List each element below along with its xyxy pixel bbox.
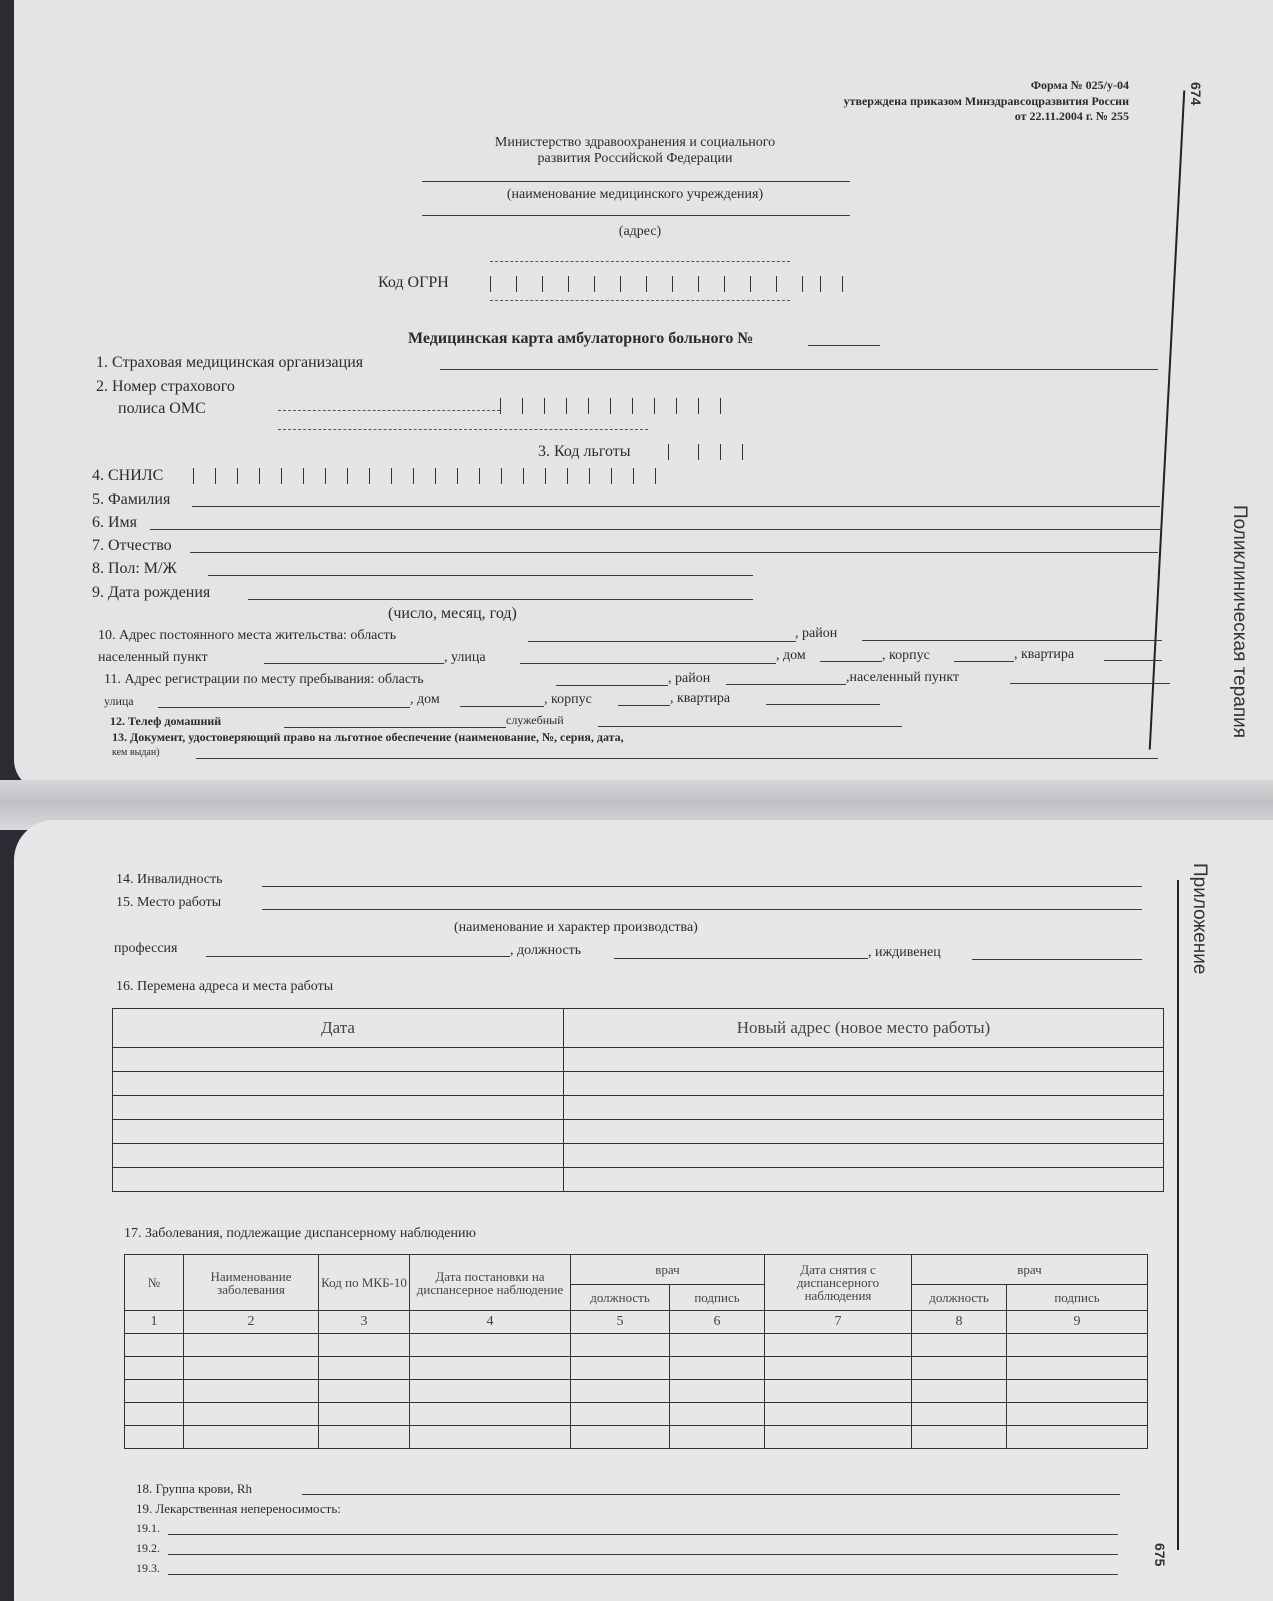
section-17-title: 17. Заболевания, подлежащие диспансерному наблюдению [124, 1226, 476, 1241]
field-intolerance-2-line[interactable] [168, 1554, 1118, 1555]
policy-series-dash[interactable] [278, 410, 500, 411]
institution-line [422, 181, 850, 182]
table-row[interactable] [125, 1357, 1148, 1380]
col-number: 7 [765, 1311, 912, 1334]
field-phone-home-line[interactable] [284, 727, 506, 728]
workplace-caption: (наименование и характер производства) [454, 920, 698, 935]
table-row[interactable] [113, 1048, 1164, 1072]
field-sex-line[interactable] [208, 575, 753, 576]
field-insurer-line[interactable] [440, 369, 1158, 370]
table-row[interactable] [125, 1403, 1148, 1426]
field-reg-locality-line[interactable] [1010, 683, 1170, 684]
table-row[interactable] [113, 1120, 1164, 1144]
field-birthdate-label: 9. Дата рождения [92, 584, 211, 601]
field-birthdate-line[interactable] [248, 599, 753, 600]
section-tab-bottom: Приложение [1189, 863, 1210, 975]
field-benefit-code-label: 3. Код льготы [538, 443, 631, 460]
field-reg-street-line[interactable] [158, 707, 410, 708]
field-house-line[interactable] [820, 661, 882, 662]
table-row[interactable] [113, 1096, 1164, 1120]
table-row[interactable] [125, 1426, 1148, 1449]
ogrn-top-dash [490, 261, 790, 262]
field-patronymic-line[interactable] [190, 552, 1158, 553]
approved-by: утверждена приказом Минздравсоцразвития России [843, 94, 1129, 108]
field-reg-locality-label: ,населенный пункт [846, 670, 960, 685]
col-no: № [125, 1255, 184, 1311]
field-street-label: , улица [444, 650, 486, 665]
field-blood-group-label: 18. Группа крови, Rh [136, 1481, 253, 1496]
field-address-district-line[interactable] [862, 640, 1162, 641]
field-reg-apartment-label: , квартира [670, 691, 731, 706]
field-reg-building-label: , корпус [544, 692, 592, 707]
side-rule-bottom [1177, 880, 1179, 1550]
col-date-set: Дата постановки на диспансерное наблюдение [410, 1255, 571, 1311]
field-disability-label: 14. Инвалидность [116, 872, 223, 887]
column-number-row [125, 1311, 1148, 1334]
page-number-bottom: 675 [1152, 1543, 1168, 1567]
field-profession-label: профессия [114, 941, 178, 956]
field-reg-district-line[interactable] [726, 684, 846, 685]
col-date: Дата [113, 1009, 564, 1048]
field-workplace-line[interactable] [262, 909, 1142, 910]
col-doctor-2: врач [912, 1255, 1148, 1285]
address-caption: (адрес) [618, 224, 662, 239]
field-phone-work-label: служебный [506, 713, 564, 727]
policy-bottom-dash [278, 429, 648, 430]
col-icd-code: Код по МКБ-10 [319, 1255, 410, 1311]
field-locality-line[interactable] [264, 663, 444, 664]
field-reg-apartment-line[interactable] [766, 704, 880, 705]
approved-date: от 22.11.2004 г. № 255 [1014, 109, 1129, 123]
field-workplace-label: 15. Место работы [116, 895, 222, 910]
field-reg-building-line[interactable] [618, 705, 670, 706]
col-number: 2 [184, 1311, 319, 1334]
field-intolerance-3-line[interactable] [168, 1574, 1118, 1575]
birthdate-caption: (число, месяц, год) [388, 605, 517, 622]
field-profession-line[interactable] [206, 956, 510, 957]
field-reg-region-label: 11. Адрес регистрации по месту пребывания: область [104, 672, 424, 687]
field-snils-label: 4. СНИЛС [92, 467, 164, 484]
field-street-line[interactable] [520, 663, 776, 664]
table-row[interactable] [113, 1072, 1164, 1096]
field-blood-group-line[interactable] [302, 1494, 1120, 1495]
col-number: 3 [319, 1311, 410, 1334]
col-date-removed: Дата снятия с диспансерного наблюдения [765, 1255, 912, 1311]
col-new-address: Новый адрес (новое место работы) [564, 1009, 1164, 1048]
policy-number-boxes[interactable] [500, 398, 740, 414]
card-number-line[interactable] [808, 345, 880, 346]
field-name-label: 6. Имя [92, 514, 138, 531]
field-dependent-label: , иждивенец [868, 945, 941, 960]
field-phone-home-label: 12. Телеф домашний [110, 714, 222, 728]
field-intolerance-1-line[interactable] [168, 1534, 1118, 1535]
page-number-top: 674 [1188, 82, 1204, 106]
field-policy-label-2: полиса ОМС [118, 400, 206, 417]
ogrn-boxes [490, 276, 850, 292]
col-number: 8 [912, 1311, 1007, 1334]
field-sex-label: 8. Пол: М/Ж [92, 560, 177, 577]
col-number: 6 [670, 1311, 765, 1334]
section-16-title: 16. Перемена адреса и места работы [116, 979, 334, 994]
field-reg-house-line[interactable] [460, 706, 544, 707]
field-intolerance-3-label: 19.3. [136, 1561, 160, 1575]
snils-boxes[interactable] [193, 468, 663, 484]
col-disease-name: Наименование заболевания [184, 1255, 319, 1311]
table-row[interactable] [125, 1380, 1148, 1403]
col-position: должность [571, 1285, 670, 1311]
field-phone-work-line[interactable] [598, 726, 902, 727]
field-disability-line[interactable] [262, 886, 1142, 887]
col-number: 4 [410, 1311, 571, 1334]
field-reg-street-label: улица [104, 694, 134, 708]
address-line [422, 215, 850, 216]
field-policy-label-1: 2. Номер страхового [96, 378, 235, 395]
field-building-label: , корпус [882, 648, 930, 663]
field-reg-district-label: , район [668, 671, 711, 686]
institution-caption: (наименование медицинского учреждения) [506, 187, 764, 202]
field-surname-label: 5. Фамилия [92, 491, 171, 508]
field-benefit-doc-label-2: кем выдан) [112, 747, 160, 758]
field-name-line[interactable] [150, 529, 1160, 530]
table-row[interactable] [113, 1168, 1164, 1192]
col-number: 9 [1007, 1311, 1148, 1334]
field-benefit-doc-label-1: 13. Документ, удостоверяющий право на льготное обеспечение (наименование, №, серия, дата, [112, 730, 624, 744]
ogrn-bottom-dash [490, 300, 790, 301]
field-position-line[interactable] [614, 958, 868, 959]
field-building-line[interactable] [954, 661, 1014, 662]
card-title: Медицинская карта амбулаторного больного № [408, 330, 754, 347]
ogrn-label: Код ОГРН [378, 274, 449, 291]
table-row[interactable] [125, 1334, 1148, 1357]
field-intolerance-label: 19. Лекарственная непереносимость: [136, 1501, 341, 1516]
section-tab-top: Поликлиническая терапия [1229, 505, 1250, 739]
field-address-region-line[interactable] [528, 641, 796, 642]
field-apartment-line[interactable] [1104, 660, 1162, 661]
col-position-2: должность [912, 1285, 1007, 1311]
field-locality-label: населенный пункт [98, 650, 208, 665]
field-intolerance-1-label: 19.1. [136, 1521, 160, 1535]
field-reg-region-line[interactable] [556, 685, 668, 686]
benefit-code-boxes[interactable] [668, 444, 758, 460]
col-number: 5 [571, 1311, 670, 1334]
col-number: 1 [125, 1311, 184, 1334]
col-signature-2: подпись [1007, 1285, 1148, 1311]
col-signature: подпись [670, 1285, 765, 1311]
dispensary-table [124, 1254, 1148, 1449]
field-surname-line[interactable] [192, 506, 1160, 507]
field-reg-house-label: , дом [410, 692, 440, 707]
field-intolerance-2-label: 19.2. [136, 1541, 160, 1555]
field-apartment-label: , квартира [1014, 647, 1075, 662]
field-insurer-label: 1. Страховая медицинская организация [96, 354, 364, 371]
table-row[interactable] [113, 1144, 1164, 1168]
field-address-district-label: , район [795, 626, 838, 641]
address-change-table [112, 1008, 1164, 1192]
ministry-line-2: развития Российской Федерации [537, 151, 733, 166]
field-address-region-label: 10. Адрес постоянного места жительства: область [98, 628, 397, 643]
field-patronymic-label: 7. Отчество [92, 537, 172, 554]
form-number: Форма № 025/у-04 [1030, 78, 1129, 92]
field-house-label: , дом [776, 648, 806, 663]
field-position-label: , должность [510, 943, 582, 958]
field-benefit-doc-line[interactable] [196, 758, 1158, 759]
ministry-line-1: Министерство здравоохранения и социального [494, 135, 776, 150]
field-dependent-line[interactable] [972, 959, 1142, 960]
col-doctor: врач [571, 1255, 765, 1285]
